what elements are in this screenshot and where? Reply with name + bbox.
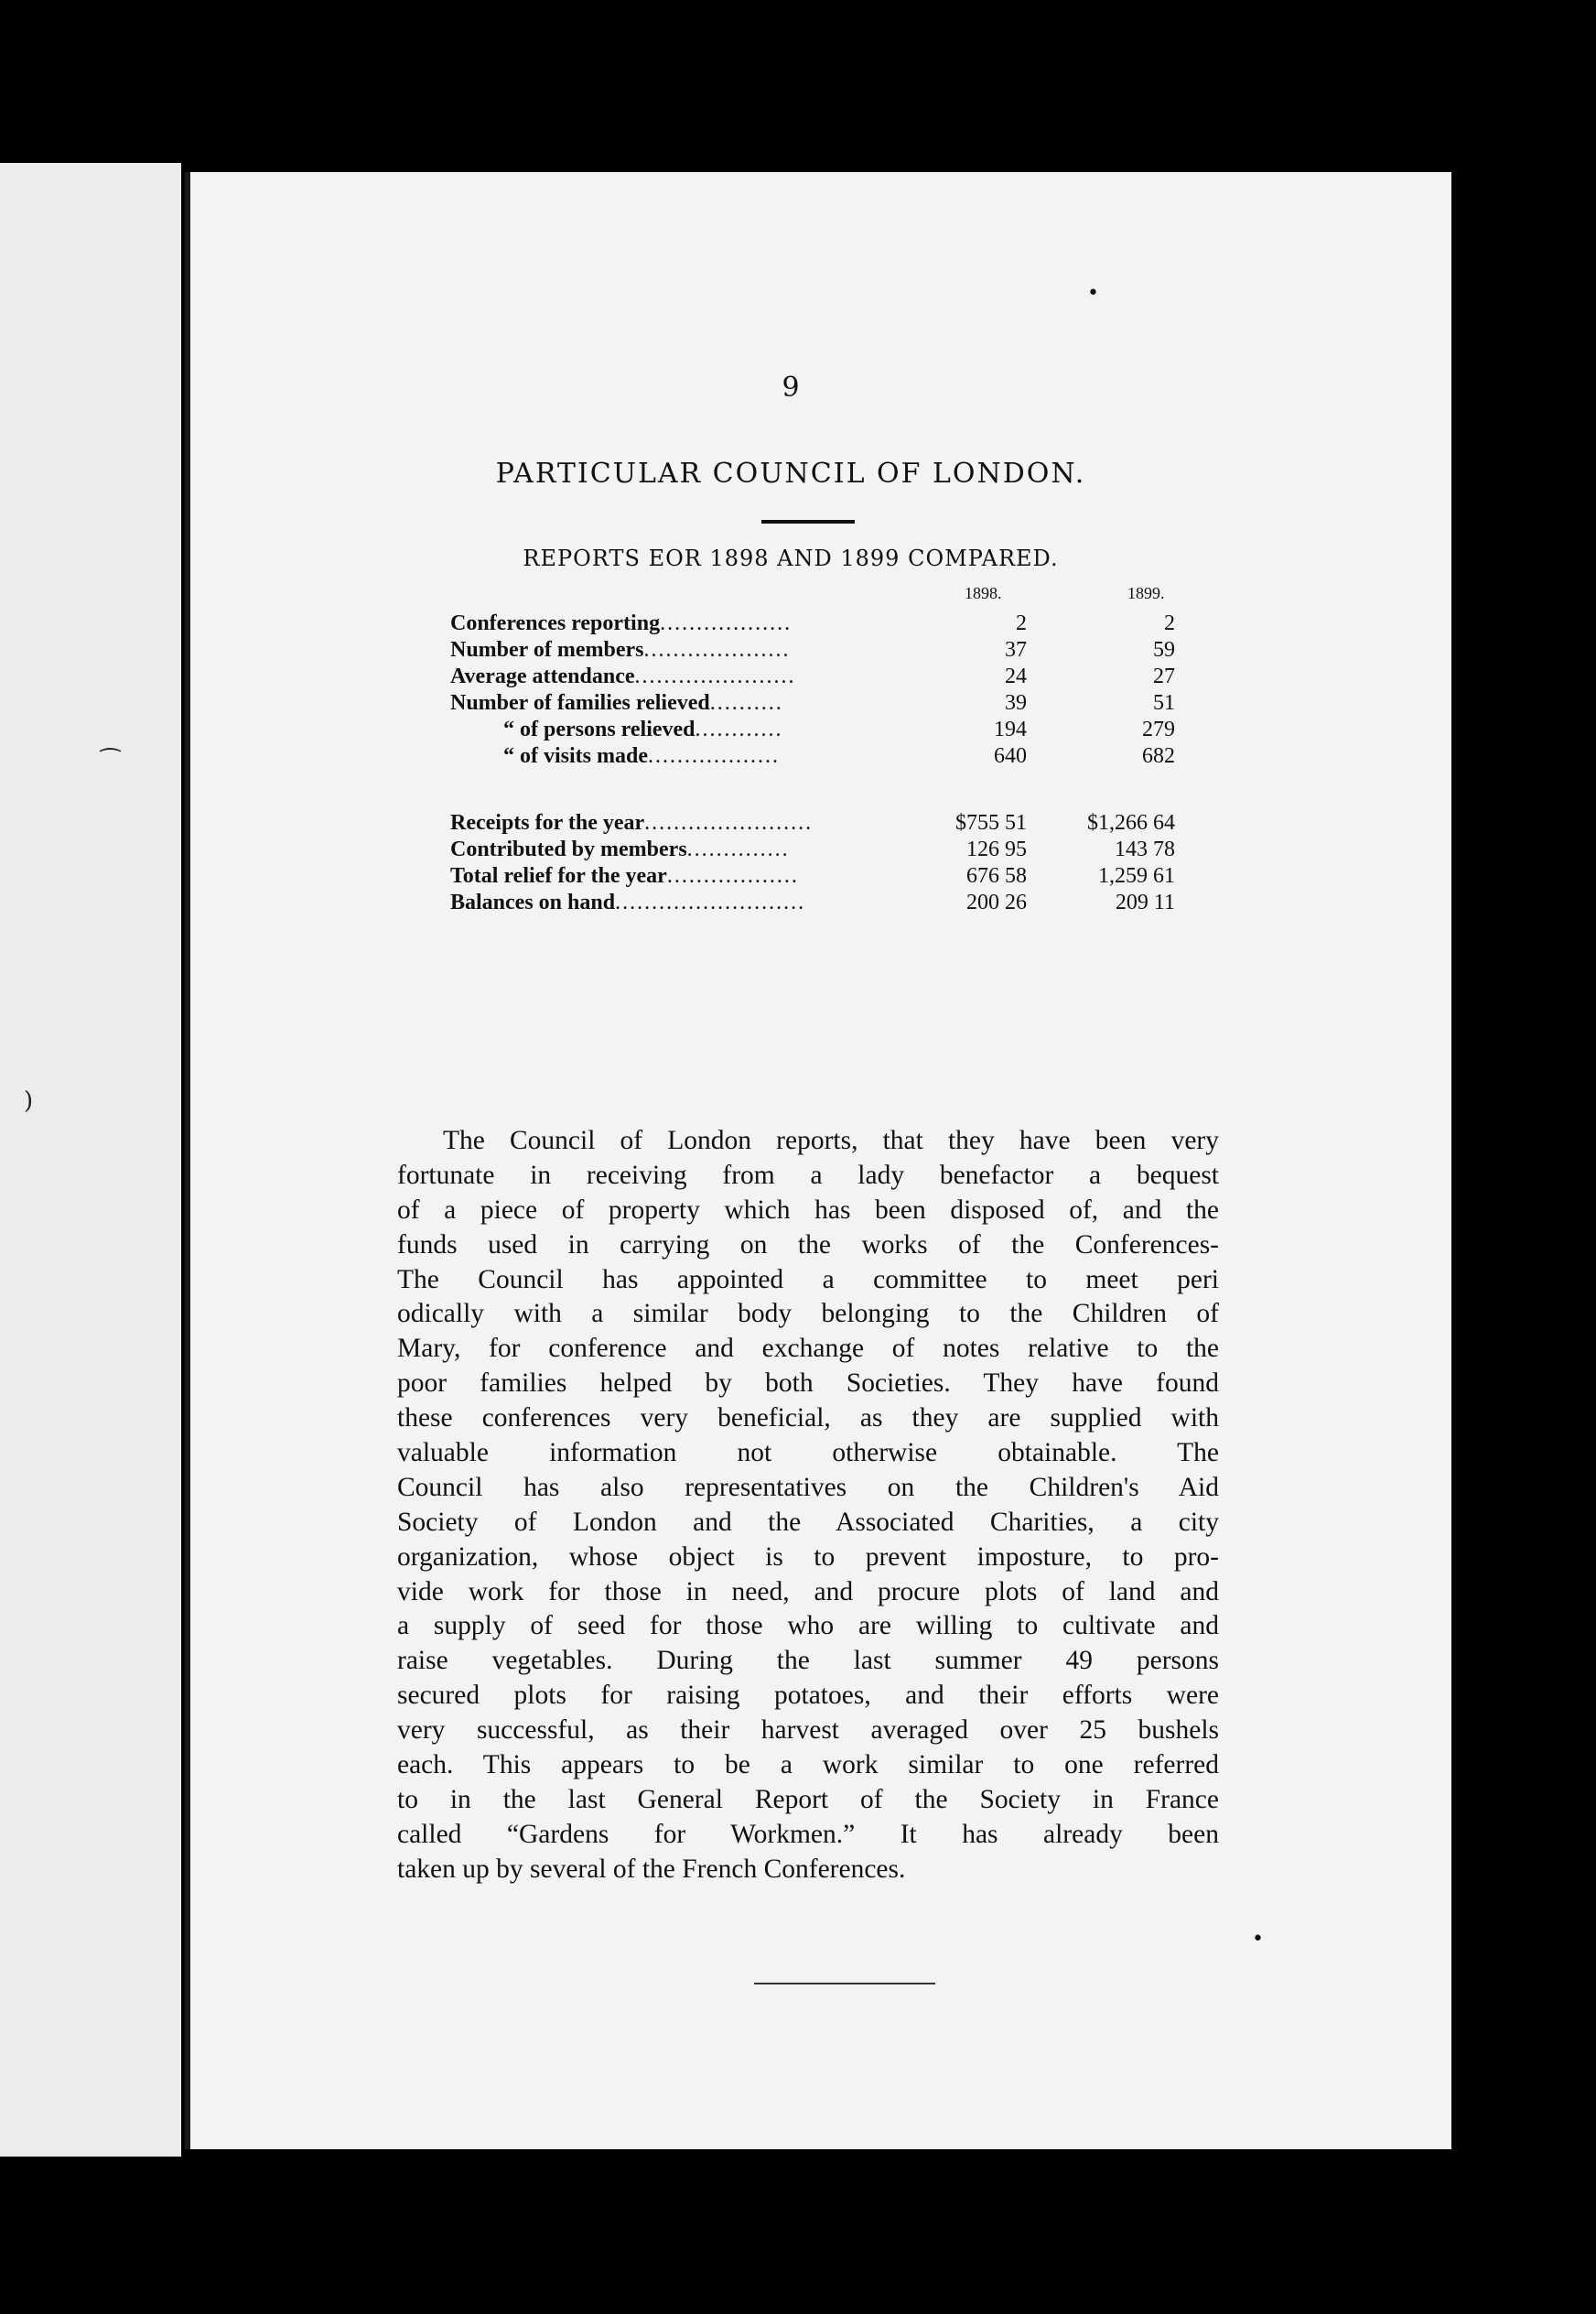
value-1898: 200 26 xyxy=(966,891,1027,914)
paragraph-line: valuable information not otherwise obtainable. The xyxy=(397,1438,1219,1468)
value-1899: $1,266 64 xyxy=(1087,811,1175,835)
paragraph-line: Council has also representatives on the Children's Aid xyxy=(397,1472,1219,1502)
paragraph-line: taken up by several of the French Conferences. xyxy=(397,1854,906,1884)
value-1899: 1,259 61 xyxy=(1098,864,1175,888)
value-1899: 279 xyxy=(1142,718,1175,741)
book-page xyxy=(185,172,1451,2149)
table-row xyxy=(450,838,1182,864)
table-row xyxy=(450,665,1182,691)
paragraph-line: Mary, for conference and exchange of notes relative to the xyxy=(397,1334,1219,1364)
paragraph-line: these conferences very beneficial, as they are supplied with xyxy=(397,1403,1219,1433)
value-1899: 27 xyxy=(1153,665,1175,688)
value-1898: 37 xyxy=(1005,638,1027,662)
page-number: 9 xyxy=(782,372,800,404)
value-1899: 2 xyxy=(1164,611,1175,635)
value-1898: 39 xyxy=(1005,691,1027,715)
row-label: Conferences reporting.................. xyxy=(450,611,793,635)
ink-speck: • xyxy=(1087,282,1099,305)
paragraph-line: The Council has appointed a committee to meet peri xyxy=(397,1264,1219,1294)
paragraph-line: organization, whose object is to prevent imposture, to pro- xyxy=(397,1541,1219,1572)
statistics-table xyxy=(450,584,1182,917)
value-1898: 194 xyxy=(994,718,1027,741)
row-label: “ of persons relieved............ xyxy=(503,718,783,741)
value-1898: $755 51 xyxy=(955,811,1027,835)
table-row xyxy=(450,864,1182,891)
left-page-edge xyxy=(0,163,181,2157)
row-label: Total relief for the year.................. xyxy=(450,864,799,888)
column-header-1898: 1898. xyxy=(965,584,1002,602)
value-1899: 143 78 xyxy=(1115,838,1175,861)
page-title: PARTICULAR COUNCIL OF LONDON. xyxy=(495,458,1086,490)
paragraph-line: fortunate in receiving from a lady benefactor a bequest xyxy=(397,1160,1219,1190)
table-row xyxy=(450,891,1182,917)
paragraph-line: secured plots for raising potatoes, and their efforts were xyxy=(397,1681,1219,1711)
row-label: Number of members.................... xyxy=(450,638,791,662)
paragraph-line: of a piece of property which has been disposed of, and the xyxy=(397,1195,1219,1225)
ink-mark: ) xyxy=(24,1087,34,1115)
table-subtitle: REPORTS EOR 1898 AND 1899 COMPARED. xyxy=(523,546,1059,571)
value-1898: 676 58 xyxy=(966,864,1027,888)
closing-rule xyxy=(754,1983,935,1984)
value-1899: 51 xyxy=(1153,691,1175,715)
value-1898: 640 xyxy=(994,744,1027,768)
paragraph-line: each. This appears to be a work similar to one referred xyxy=(397,1750,1219,1780)
ink-mark: ⁀ xyxy=(101,749,120,776)
table-row xyxy=(450,718,1182,744)
table-header xyxy=(450,584,1182,611)
paragraph-line: a supply of seed for those who are willing to cultivate and xyxy=(397,1611,1219,1641)
paragraph-line: The Council of London reports, that they have been very xyxy=(443,1126,1219,1155)
row-label: Contributed by members.............. xyxy=(450,838,790,861)
body-paragraph xyxy=(397,1124,1219,1887)
paragraph-line: Society of London and the Associated Charities, a city xyxy=(397,1507,1219,1537)
row-label: Balances on hand.......................... xyxy=(450,891,806,914)
value-1898: 126 95 xyxy=(966,838,1027,861)
table-row xyxy=(450,744,1182,771)
paragraph-line: called “Gardens for Workmen.” It has already been xyxy=(397,1819,1219,1849)
table-row xyxy=(450,691,1182,718)
paragraph-line: raise vegetables. During the last summer 49 persons xyxy=(397,1646,1219,1676)
paragraph-line: funds used in carrying on the works of the Conferences- xyxy=(397,1229,1219,1260)
row-label: Number of families relieved.......... xyxy=(450,691,783,715)
table-row xyxy=(450,638,1182,665)
row-label: Receipts for the year....................... xyxy=(450,811,814,835)
column-header-1899: 1899. xyxy=(1127,584,1165,602)
title-rule xyxy=(761,520,855,524)
paragraph-line: odically with a similar body belonging to the Children of xyxy=(397,1299,1219,1329)
table-row xyxy=(450,811,1182,838)
paragraph-line: very successful, as their harvest averaged over 25 bushels xyxy=(397,1715,1219,1746)
paragraph-line: poor families helped by both Societies. They have found xyxy=(397,1368,1219,1399)
paragraph-line: vide work for those in need, and procure plots of land and xyxy=(397,1576,1219,1606)
table-gap xyxy=(450,771,1182,811)
table-row xyxy=(450,611,1182,638)
value-1899: 209 11 xyxy=(1115,891,1175,914)
value-1899: 59 xyxy=(1153,638,1175,662)
value-1899: 682 xyxy=(1142,744,1175,768)
value-1898: 2 xyxy=(1016,611,1027,635)
row-label: Average attendance...................... xyxy=(450,665,796,688)
ink-speck: • xyxy=(1252,1928,1264,1951)
value-1898: 24 xyxy=(1005,665,1027,688)
row-label: “ of visits made.................. xyxy=(503,744,780,768)
paragraph-line: to in the last General Report of the Society in France xyxy=(397,1784,1219,1814)
